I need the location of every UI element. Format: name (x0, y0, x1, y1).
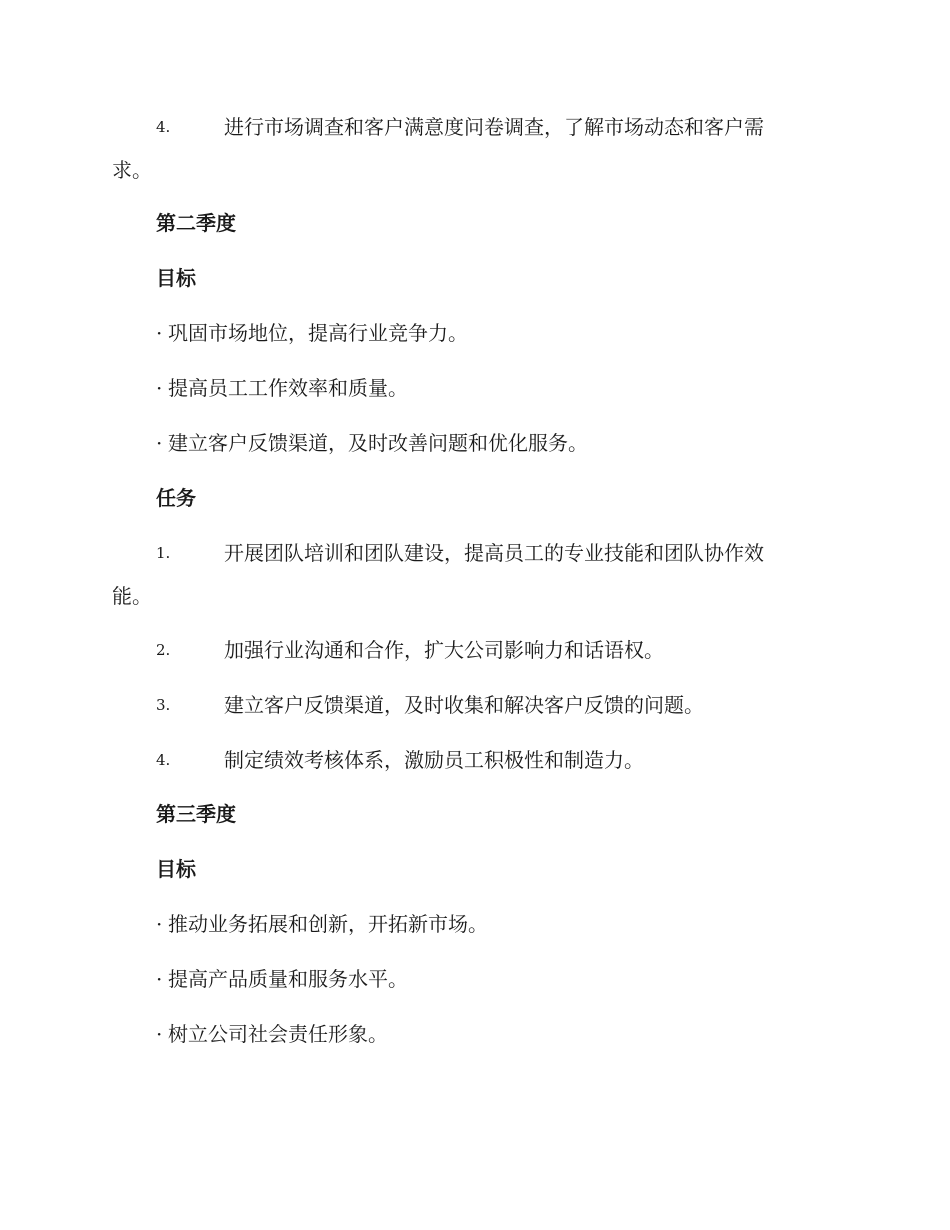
goals-heading-q3: 目标 (156, 857, 196, 881)
task-number: 4. (156, 751, 171, 769)
list-item (156, 374, 408, 402)
task-number: 2. (156, 641, 171, 659)
section-title-q3: 第三季度 (156, 802, 236, 826)
bullet-icon: · (156, 431, 163, 455)
goal-text: 树立公司社会责任形象。 (168, 1022, 388, 1046)
task-number: 3. (156, 696, 171, 714)
list-item (156, 319, 468, 347)
goal-text: 巩固市场地位，提高行业竞争力。 (168, 321, 468, 345)
task-text: 制定绩效考核体系，激励员工积极性和制造力。 (224, 748, 644, 772)
bullet-icon: · (156, 967, 163, 991)
list-item (156, 965, 408, 993)
goal-text: 建立客户反馈渠道，及时改善问题和优化服务。 (168, 431, 588, 455)
list-item (156, 429, 588, 457)
task-text: 开展团队培训和团队建设，提高员工的专业技能和团队协作效 (224, 541, 764, 565)
goal-text: 推动业务拓展和创新，开拓新市场。 (168, 912, 488, 936)
task-text: 加强行业沟通和合作，扩大公司影响力和话语权。 (224, 638, 664, 662)
bullet-icon: · (156, 321, 163, 345)
goals-heading-q2: 目标 (156, 266, 196, 290)
task-text-continuation: 能。 (112, 584, 152, 608)
tasks-heading-q2: 任务 (156, 486, 196, 510)
goal-text: 提高产品质量和服务水平。 (168, 967, 408, 991)
bullet-icon: · (156, 376, 163, 400)
list-item (156, 910, 488, 938)
list-item (156, 1020, 388, 1048)
task-text-continuation: 求。 (112, 158, 152, 182)
goal-text: 提高员工工作效率和质量。 (168, 376, 408, 400)
task-text: 进行市场调查和客户满意度问卷调查，了解市场动态和客户需 (224, 115, 764, 139)
bullet-icon: · (156, 1022, 163, 1046)
task-number: 1. (156, 544, 171, 562)
task-number: 4. (156, 118, 171, 136)
task-text: 建立客户反馈渠道，及时收集和解决客户反馈的问题。 (224, 693, 704, 717)
bullet-icon: · (156, 912, 163, 936)
section-title-q2: 第二季度 (156, 211, 236, 235)
